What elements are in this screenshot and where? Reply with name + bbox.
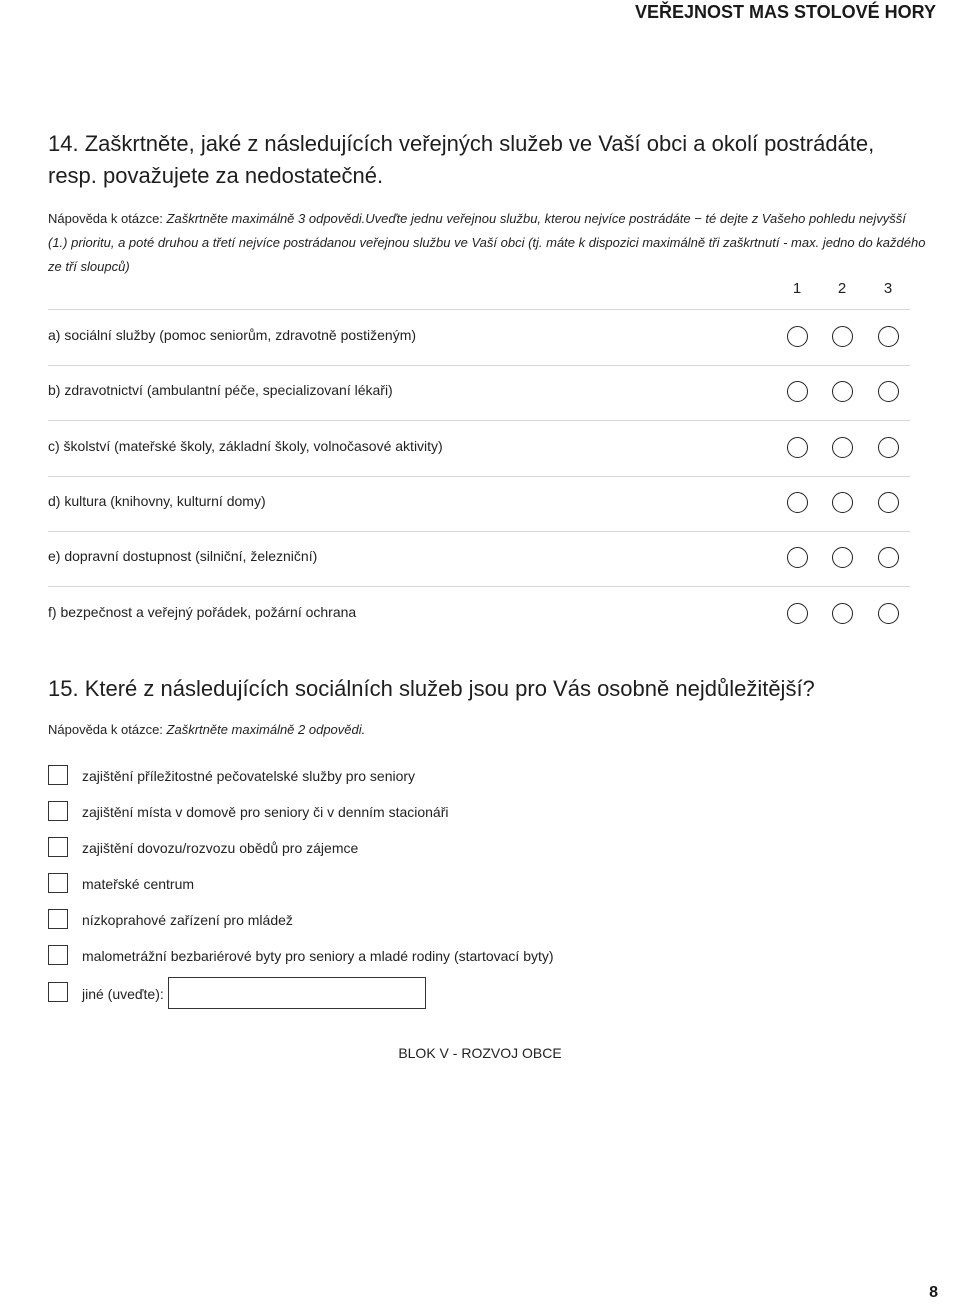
question-14-hint [48,207,928,279]
radio-e-priority-2[interactable] [832,547,853,568]
radio-c-priority-3[interactable] [878,437,899,458]
option-checkbox-6[interactable] [48,945,68,965]
next-section-title: BLOK V - ROZVOJ OBCE [398,1045,562,1061]
option-checkbox-2[interactable] [48,801,68,821]
radio-d-priority-3[interactable] [878,492,899,513]
radio-d-priority-2[interactable] [832,492,853,513]
question-15-title: 15. Které z následujících sociálních služeb jsou pro Vás osobně nejdůležitější? [48,676,815,701]
document-header-title: VEŘEJNOST MAS STOLOVÉ HORY [634,2,936,22]
service-row-label: a) sociální služby (pomoc seniorům, zdravotně postiženým) [48,327,417,343]
radio-f-priority-1[interactable] [787,603,808,624]
question-15-hint [48,718,928,742]
service-row-c [48,421,910,477]
service-row-f [48,587,910,642]
radio-b-priority-1[interactable] [787,381,808,402]
option-label-5: nízkoprahové zařízení pro mládež [82,912,293,928]
option-label-4: mateřské centrum [82,876,195,892]
option-checkbox-other[interactable] [48,982,68,1002]
radio-e-priority-3[interactable] [878,547,899,568]
service-row-b [48,365,910,421]
column-header-1: 1 [792,280,802,297]
radio-a-priority-2[interactable] [832,326,853,347]
option-label-1: zajištění příležitostné pečovatelské služby pro seniory [82,768,416,784]
column-header-2: 2 [837,280,847,297]
question-15-hint-prefix: Nápověda k otázce: [48,722,167,737]
service-row-a [48,309,910,366]
question-14-title: 14. Zaškrtněte, jaké z následujících veřejných služeb ve Vaší obci a okolí postrádáte, resp. považujete za nedostatečné. [48,131,875,188]
service-row-e [48,531,910,587]
option-label-other: jiné (uveďte): [82,986,164,1002]
radio-b-priority-3[interactable] [878,381,899,402]
option-label-6: malometrážní bezbariérové byty pro seniory a mladé rodiny (startovací byty) [82,948,554,964]
option-checkbox-3[interactable] [48,837,68,857]
service-row-label: f) bezpečnost a veřejný pořádek, požární ochrana [48,604,357,620]
other-text-input[interactable] [168,977,426,1009]
service-row-label: d) kultura (knihovny, kulturní domy) [48,493,266,509]
service-row-label: e) dopravní dostupnost (silniční, železniční) [48,548,318,564]
question-14-hint-prefix: Nápověda k otázce: [48,211,167,226]
service-row-d [48,476,910,532]
option-checkbox-5[interactable] [48,909,68,929]
radio-b-priority-2[interactable] [832,381,853,402]
radio-c-priority-1[interactable] [787,437,808,458]
service-row-label: b) zdravotnictví (ambulantní péče, specializovaní lékaři) [48,382,393,398]
option-label-2: zajištění místa v domově pro seniory či v denním stacionáři [82,804,449,820]
option-checkbox-4[interactable] [48,873,68,893]
option-label-3: zajištění dovozu/rozvozu obědů pro zájemce [82,840,359,856]
radio-a-priority-3[interactable] [878,326,899,347]
radio-e-priority-1[interactable] [787,547,808,568]
column-header-3: 3 [883,280,893,297]
option-checkbox-1[interactable] [48,765,68,785]
question-14-hint-body: Zaškrtněte maximálně 3 odpovědi.Uveďte jednu veřejnou službu, kterou nejvíce postrádáte − té dejte z Vašeho pohledu nejvyšší (1.) prioritu, a poté druhou a třetí nejvíce postrádanou veřejnou službu ve Vaší obci (tj. máte k dispozici maximálně tři zaškrtnutí - max. jedno do každého ze tří sloupců) [48,211,926,274]
radio-a-priority-1[interactable] [787,326,808,347]
radio-d-priority-1[interactable] [787,492,808,513]
radio-f-priority-2[interactable] [832,603,853,624]
page-number: 8 [929,1284,938,1301]
service-row-label: c) školství (mateřské školy, základní školy, volnočasové aktivity) [48,438,443,454]
question-15-hint-body: Zaškrtněte maximálně 2 odpovědi. [166,722,366,737]
radio-c-priority-2[interactable] [832,437,853,458]
radio-f-priority-3[interactable] [878,603,899,624]
